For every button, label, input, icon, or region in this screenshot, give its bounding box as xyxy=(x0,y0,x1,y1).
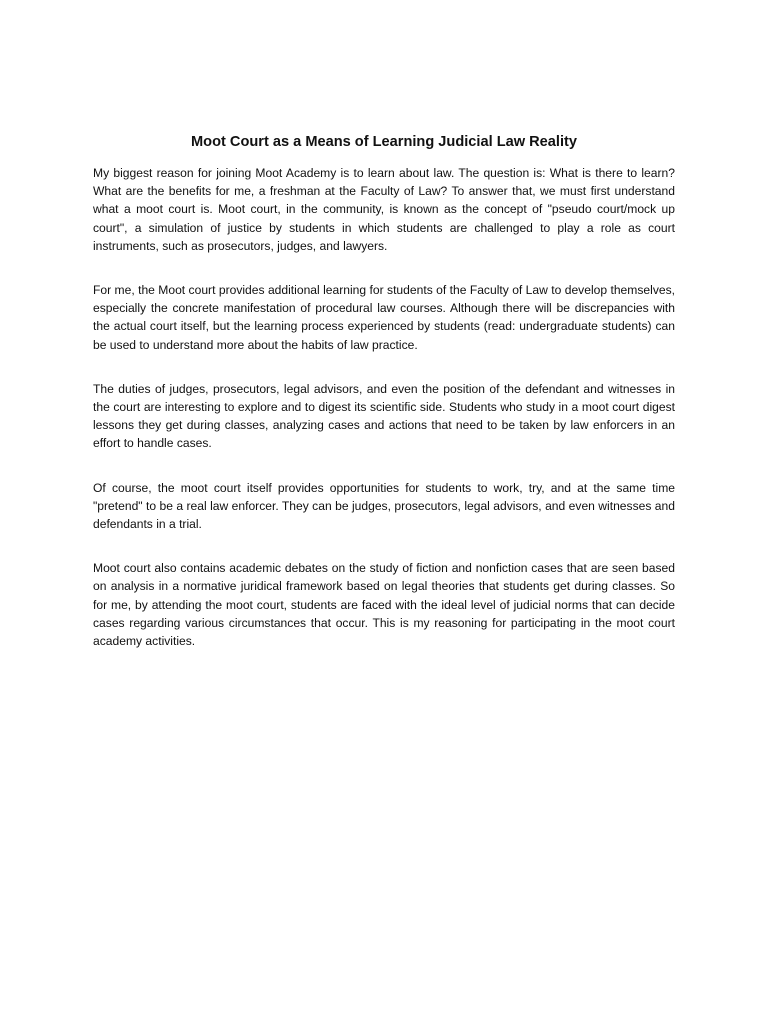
paragraph-1: My biggest reason for joining Moot Academy is to learn about law. The question is: What is there to learn? What are the benefits for me, a freshman at the Faculty of Law? To answer that, we must first understand what a moot court is. Moot court, in the community, is known as the concept of "pseudo court/mock up court", a simulation of justice by students in which students are challenged to play a role as court instruments, such as prosecutors, judges, and lawyers. xyxy=(93,166,675,253)
document-title: Moot Court as a Means of Learning Judicial Law Reality xyxy=(191,134,577,150)
paragraph-4: Of course, the moot court itself provides opportunities for students to work, try, and at the same time "pretend" to be a real law enforcer. They can be judges, prosecutors, legal advisors, and even witnesses and defendants in a trial. xyxy=(93,480,675,532)
paragraph-5: Moot court also contains academic debates on the study of fiction and nonfiction cases that are seen based on analysis in a normative juridical framework based on legal theories that students get during classes. So for me, by attending the moot court, students are faced with the ideal level of judicial norms that can decide cases regarding various circumstances that occur. This is my reasoning for participating in the moot court academy activities. xyxy=(93,561,675,649)
document-body xyxy=(93,164,675,676)
paragraph-2: For me, the Moot court provides additional learning for students of the Faculty of Law to develop themselves, especially the concrete manifestation of procedural law courses. Although there will be discrepancies with the actual court itself, but the learning process experienced by students (read: undergraduate students) can be used to understand more about the habits of law practice. xyxy=(93,283,675,352)
paragraph-3: The duties of judges, prosecutors, legal advisors, and even the position of the defendant and witnesses in the court are interesting to explore and to digest its scientific side. Students who study in a moot court digest lessons they get during classes, analyzing cases and actions that need to be taken by law enforcers in an effort to handle cases. xyxy=(93,381,675,451)
